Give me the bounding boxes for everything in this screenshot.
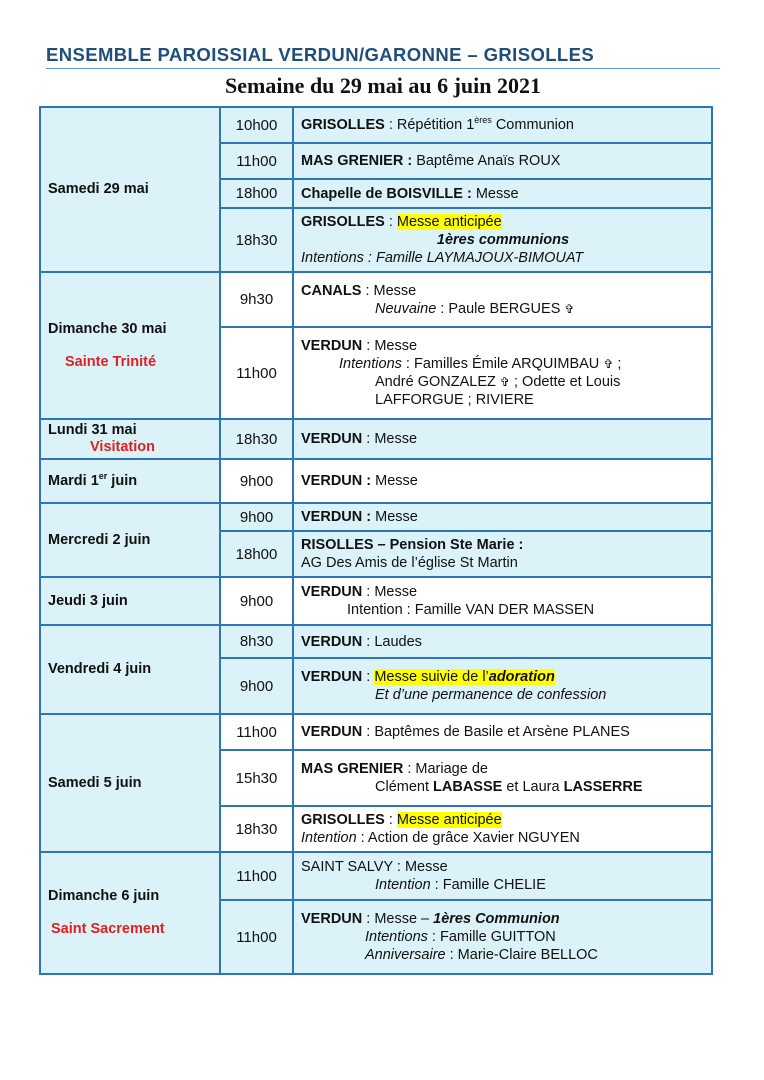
day-label: Mardi 1 xyxy=(48,472,99,489)
table-row xyxy=(40,503,712,531)
separator: : xyxy=(362,669,375,685)
feast-label: Saint Sacrement xyxy=(51,921,165,937)
event-text: : Paule BERGUES xyxy=(436,300,561,317)
event-cell xyxy=(293,419,712,459)
day-label: Samedi 29 mai xyxy=(48,181,149,197)
time-cell: 9h30 xyxy=(220,272,293,327)
time-cell: 11h00 xyxy=(220,143,293,179)
event-cell xyxy=(293,272,712,327)
event-text: LAFFORGUE ; RIVIERE xyxy=(375,392,534,408)
event-cell xyxy=(293,531,712,577)
superscript: ères xyxy=(474,115,492,126)
day-label: Lundi 31 mai xyxy=(48,422,137,438)
place: RISOLLES – Pension Ste Marie : xyxy=(301,537,524,553)
event-text: ; xyxy=(613,356,622,372)
event-cell xyxy=(293,107,712,143)
event-text: AG Des Amis de l’église St Martin xyxy=(301,555,518,571)
highlighted-text: Messe anticipée xyxy=(396,214,502,230)
place: GRISOLLES xyxy=(301,117,385,133)
event-text: Messe xyxy=(371,473,418,489)
day-cell xyxy=(40,107,220,272)
place: GRISOLLES xyxy=(301,214,385,230)
day-label: Dimanche 30 mai xyxy=(48,320,167,337)
cross-icon: ✞ xyxy=(499,375,510,389)
highlighted-text: Messe suivie de l’ xyxy=(374,669,489,685)
place: VERDUN xyxy=(301,724,363,740)
event-text: ; Odette et Louis xyxy=(509,374,621,390)
place: VERDUN xyxy=(301,431,363,447)
event-text: Messe xyxy=(371,509,418,525)
day-label: Samedi 5 juin xyxy=(48,774,142,791)
event-text: : Messe – xyxy=(362,911,434,927)
week-title: Semaine du 29 mai au 6 juin 2021 xyxy=(225,73,541,98)
event-text: Répétition 1 xyxy=(396,117,475,133)
place: VERDUN : xyxy=(301,473,372,489)
time-cell: 18h30 xyxy=(220,419,293,459)
intention: Intention : Famille VAN DER MASSEN xyxy=(347,602,595,618)
time-cell: 10h00 xyxy=(220,107,293,143)
day-cell xyxy=(40,852,220,974)
surname: LABASSE xyxy=(433,779,503,795)
event-text: Communion xyxy=(491,117,574,133)
intentions-label: Intentions xyxy=(365,929,428,945)
anniversary-label: Anniversaire xyxy=(365,947,446,963)
time-cell: 18h00 xyxy=(220,531,293,577)
place: VERDUN xyxy=(301,633,363,650)
surname: LASSERRE xyxy=(563,779,643,795)
event-text: : Laudes xyxy=(362,633,422,650)
event-text: : Baptêmes de Basile et Arsène PLANES xyxy=(362,724,630,740)
event-cell xyxy=(293,750,712,806)
time-cell: 9h00 xyxy=(220,459,293,503)
feast-label: Sainte Trinité xyxy=(65,353,157,370)
separator: : xyxy=(384,117,397,133)
event-cell xyxy=(293,806,712,852)
event-text: : Familles Émile ARQUIMBAU xyxy=(401,356,604,372)
time-cell: 9h00 xyxy=(220,577,293,625)
event-cell xyxy=(293,143,712,179)
day-label: Jeudi 3 juin xyxy=(48,592,128,609)
separator: : xyxy=(384,214,397,230)
event-text: : Messe xyxy=(362,431,418,447)
event-text: Clément xyxy=(375,779,434,795)
day-label: Mercredi 2 juin xyxy=(48,531,151,548)
event-cell xyxy=(293,852,712,900)
time-cell: 11h00 xyxy=(220,900,293,974)
event-cell xyxy=(293,179,712,208)
day-cell xyxy=(40,272,220,419)
intention-label: Intention xyxy=(301,830,357,846)
place: MAS GRENIER : xyxy=(301,153,413,169)
time-cell: 11h00 xyxy=(220,327,293,419)
separator: : xyxy=(384,812,397,828)
place: VERDUN xyxy=(301,584,363,600)
event-text: : Marie-Claire BELLOC xyxy=(445,947,598,963)
table-row xyxy=(40,459,712,503)
place: VERDUN xyxy=(301,338,363,354)
day-cell xyxy=(40,577,220,625)
place: VERDUN : xyxy=(301,509,372,525)
day-cell xyxy=(40,459,220,503)
cross-icon: ✞ xyxy=(603,357,614,371)
place: CANALS xyxy=(301,282,362,299)
highlighted-text: adoration xyxy=(488,669,555,685)
parish-name: ENSEMBLE PAROISSIAL VERDUN/GARONNE – GRISOLLES xyxy=(46,44,720,69)
superscript: er xyxy=(98,470,108,481)
event-text: : Action de grâce Xavier NGUYEN xyxy=(356,830,580,846)
schedule-table xyxy=(39,106,713,975)
table-row xyxy=(40,107,712,143)
intention-label: Intention xyxy=(375,877,431,893)
time-cell: 18h00 xyxy=(220,179,293,208)
event-cell xyxy=(293,208,712,272)
table-row xyxy=(40,625,712,658)
event-cell xyxy=(293,577,712,625)
time-cell: 11h00 xyxy=(220,852,293,900)
event-cell xyxy=(293,327,712,419)
day-label: Vendredi 4 juin xyxy=(48,661,152,677)
event-text: : Messe xyxy=(362,584,418,600)
time-cell: 18h30 xyxy=(220,806,293,852)
feast-label: Visitation xyxy=(90,439,155,455)
event-cell xyxy=(293,714,712,750)
day-label: juin xyxy=(107,472,138,489)
time-cell: 11h00 xyxy=(220,714,293,750)
cross-icon: ✞ xyxy=(564,301,575,316)
event-text: André GONZALEZ xyxy=(375,374,500,390)
event-text: : Messe xyxy=(362,338,418,354)
event-cell xyxy=(293,658,712,714)
time-cell: 15h30 xyxy=(220,750,293,806)
time-cell: 18h30 xyxy=(220,208,293,272)
table-row xyxy=(40,852,712,900)
intentions-label: Intentions xyxy=(339,356,402,372)
day-cell xyxy=(40,419,220,459)
day-cell xyxy=(40,714,220,852)
event-subtitle: 1ères Communion xyxy=(433,911,560,927)
day-label: Dimanche 6 juin xyxy=(48,888,160,904)
event-cell xyxy=(293,503,712,531)
event-cell xyxy=(293,900,712,974)
event-cell xyxy=(293,459,712,503)
day-cell xyxy=(40,625,220,714)
place: SAINT SALVY : Messe xyxy=(301,859,448,875)
event-text: : Famille GUITTON xyxy=(427,929,556,945)
table-row xyxy=(40,714,712,750)
place: MAS GRENIER xyxy=(301,761,404,777)
table-row xyxy=(40,419,712,459)
event-text: : Famille CHELIE xyxy=(430,877,546,893)
highlighted-text: Messe anticipée xyxy=(396,812,502,828)
neuvaine-label: Neuvaine xyxy=(375,300,437,317)
time-cell: 9h00 xyxy=(220,658,293,714)
event-text: Et d’une permanence de confession xyxy=(375,687,607,703)
place: VERDUN xyxy=(301,911,363,927)
header xyxy=(46,44,720,99)
place: GRISOLLES xyxy=(301,812,385,828)
time-cell: 9h00 xyxy=(220,503,293,531)
place: Chapelle de BOISVILLE : xyxy=(301,185,472,202)
event-text: et Laura xyxy=(502,779,564,795)
table-row xyxy=(40,577,712,625)
time-cell: 8h30 xyxy=(220,625,293,658)
event-text: Baptême Anaïs ROUX xyxy=(412,153,561,169)
table-row xyxy=(40,272,712,327)
event-text: : Mariage de xyxy=(403,761,488,777)
event-text: Messe xyxy=(471,185,519,202)
intentions: Intentions : Famille LAYMAJOUX-BIMOUAT xyxy=(301,250,584,266)
place: VERDUN xyxy=(301,669,363,685)
event-subtitle: 1ères communions xyxy=(436,232,570,248)
event-cell xyxy=(293,625,712,658)
day-cell xyxy=(40,503,220,577)
event-text: : Messe xyxy=(361,282,417,299)
